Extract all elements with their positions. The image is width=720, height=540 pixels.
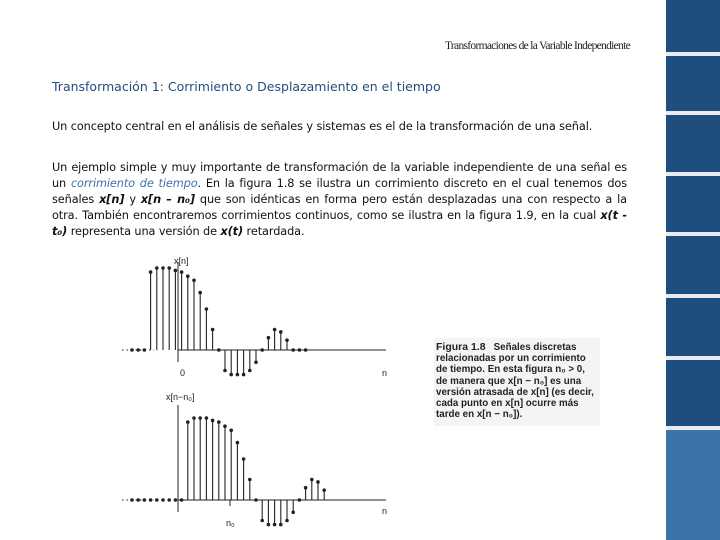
side-decoration-block (666, 56, 720, 111)
text-segment: representa una versión de (67, 225, 221, 238)
stem-sample (248, 369, 252, 373)
stem-sample (192, 416, 196, 420)
text-segment: que son idénticas en forma pero están desplazadas una con respecto a la otra. También encontraremos corrimientos continuos, como se ilustra en la figura 1.9, en la cual (52, 193, 627, 222)
axis-label: n (382, 368, 388, 378)
plot-x-n (122, 256, 387, 378)
stem-sample (229, 429, 233, 433)
stem-sample (285, 338, 289, 342)
plot-label: x[n] (174, 256, 189, 266)
stem-sample (174, 498, 178, 502)
stem-sample (279, 330, 283, 334)
side-decoration-block (666, 0, 720, 52)
stem-sample (198, 416, 202, 420)
axis-label: n (382, 506, 388, 516)
side-decoration-block (666, 430, 720, 540)
text-segment: . En la figura 1.8 se ilustra un corrimiento discreto en el cual tenemos dos señales (52, 177, 627, 206)
stem-sample (186, 274, 190, 278)
stem-sample (260, 519, 264, 523)
side-decoration-block (666, 115, 720, 172)
stem-sample (174, 269, 178, 273)
stem-sample (242, 373, 246, 377)
slide-title: Transformación 1: Corrimiento o Desplazamiento en el tiempo (52, 79, 441, 94)
highlight-term: corrimiento de tiempo (70, 177, 198, 190)
stem-sample (273, 328, 277, 332)
stem-sample (248, 478, 252, 482)
stem-sample (260, 348, 264, 352)
stem-sample (143, 348, 147, 352)
stem-sample (136, 498, 140, 502)
stem-sample (198, 291, 202, 295)
plot-label: x[n−n₀] (166, 392, 195, 402)
text-segment: Un ejemplo simple y muy importante de transformación de la variable independiente de una señal es un (52, 161, 627, 190)
stem-sample (130, 498, 134, 502)
text-segment: retardada. (243, 225, 305, 238)
stem-sample (136, 348, 140, 352)
stem-sample (205, 307, 209, 311)
stem-sample (155, 266, 159, 270)
stem-sample (285, 519, 289, 523)
figure-caption (434, 338, 600, 426)
stem-sample (217, 420, 221, 424)
signal-term: x(t) (220, 225, 244, 238)
paragraph-example (52, 160, 627, 240)
stem-sample (298, 498, 302, 502)
stem-sample (149, 498, 153, 502)
stem-sample (180, 498, 184, 502)
stem-sample (211, 328, 215, 332)
stem-sample (205, 416, 209, 420)
stem-sample (304, 486, 308, 490)
stem-sample (267, 523, 271, 527)
stem-sample (254, 361, 258, 365)
stem-sample (130, 348, 134, 352)
stem-sample (229, 373, 233, 377)
paragraph-intro: Un concepto central en el análisis de señales y sistemas es el de la transformación de una señal. (52, 120, 593, 133)
stem-sample (279, 523, 283, 527)
stem-sample (217, 348, 221, 352)
slide-header: Transformaciones de la Variable Independiente (444, 40, 630, 52)
stem-sample (211, 419, 215, 423)
stem-sample (192, 279, 196, 283)
figure-1-8 (118, 250, 598, 540)
side-decoration-block (666, 176, 720, 232)
stem-sample (273, 523, 277, 527)
stem-sample (223, 424, 227, 428)
stem-sample (167, 498, 171, 502)
caption-text: Señales discretas relacionadas por un corrimiento de tiempo. En esta figura n₀ > 0, de manera que x[n − n₀] es una versión atrasada de x[n] (es decir, cada punto en x[n] ocurre más tarde en x[n − n₀]). (436, 342, 594, 421)
side-decoration-block (666, 236, 720, 294)
stem-sample (322, 488, 326, 492)
stem-sample (236, 441, 240, 445)
stem-sample (161, 266, 165, 270)
stem-sample (254, 498, 258, 502)
stem-sample (291, 511, 295, 515)
stem-sample (316, 480, 320, 484)
stem-sample (310, 478, 314, 482)
stem-sample (298, 348, 302, 352)
signal-term: x[n – n₀] (140, 193, 195, 206)
origin-label: 0 (180, 368, 186, 378)
stem-sample (180, 270, 184, 274)
side-decoration-block (666, 298, 720, 356)
shift-label: n₀ (226, 518, 235, 528)
stem-sample (155, 498, 159, 502)
stem-sample (304, 348, 308, 352)
side-decoration-block (666, 360, 720, 426)
stem-sample (149, 270, 153, 274)
stem-sample (267, 336, 271, 340)
stem-sample (242, 457, 246, 461)
stem-sample (167, 266, 171, 270)
signal-term: x(t - t₀) (52, 209, 627, 238)
stem-sample (186, 420, 190, 424)
text-segment: y (124, 193, 141, 206)
stem-sample (223, 369, 227, 373)
stem-sample (236, 373, 240, 377)
caption-number: Figura 1.8 (436, 341, 486, 353)
plot-x-n-shifted (122, 392, 387, 528)
stem-sample (291, 348, 295, 352)
stem-sample (143, 498, 147, 502)
stem-sample (161, 498, 165, 502)
signal-term: x[n] (99, 193, 125, 206)
